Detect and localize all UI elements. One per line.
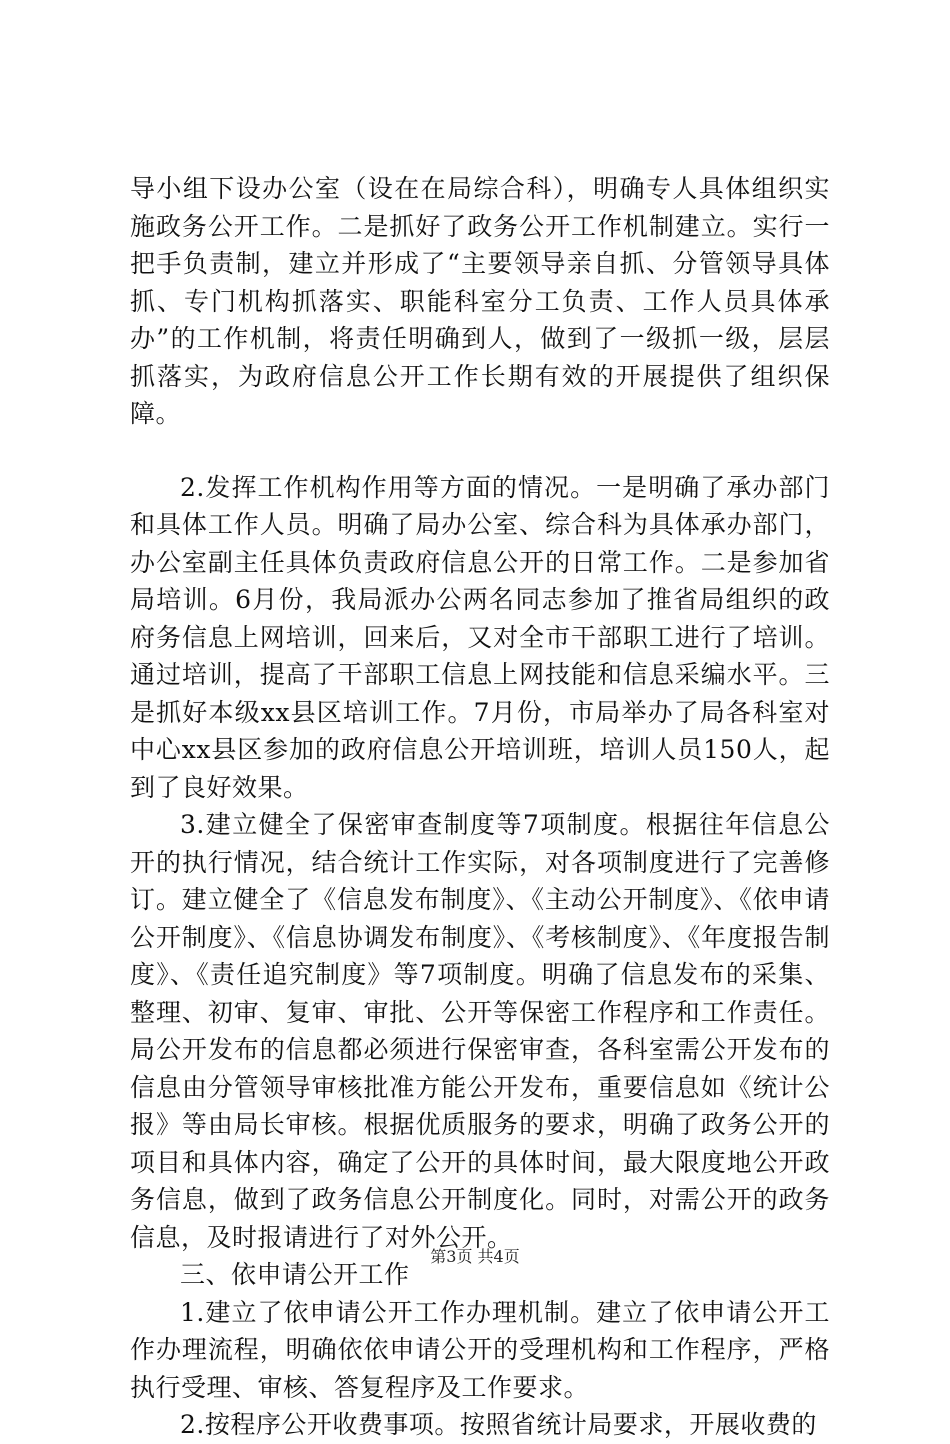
paragraph-item-3: 3.建立健全了保密审查制度等7项制度。根据往年信息公开的执行情况，结合统计工作实际，对各项制度进行了完善修订。建立健全了《信息发布制度》、《主动公开制度》、《依申请公开制度》、《信息协调发布制度》、《考核制度》、《年度报告制度》、《责任追究制度》等7项制度。明确了信息发布的采集、整理、初审、复审、审批、公开等保密工作程序和工作责任。局公开发布的信息都必须进行保密审查，各科室需公开发布的信息由分管领导审核批准方能公开发布，重要信息如《统计公报》等由局长审核。根据优质服务的要求，明确了政务公开的项目和具体内容，确定了公开的具体时间，最大限度地公开政务信息，做到了政务信息公开制度化。同时，对需公开的政务信息，及时报请进行了对外公开。	[130, 810, 830, 1252]
paragraph-item-2-fee: 2.按程序公开收费事项。按照省统计局要求，开展收费的	[180, 1410, 817, 1439]
paragraph-continuation: 导小组下设办公室（设在在局综合科），明确专人具体组织实施政务公开工作。二是抓好了政务公开工作机制建立。实行一把手负责制，建立并形成了“主要领导亲自抓、分管领导具体抓、专门机构抓落实、职能科室分工负责、工作人员具体承办”的工作机制，将责任明确到人，做到了一级抓一级，层层抓落实，为政府信息公开工作长期有效的开展提供了组织保障。	[130, 174, 830, 428]
paragraph-item-1: 1.建立了依申请公开工作办理机制。建立了依申请公开工作办理流程，明确依依申请公开的受理机构和工作程序，严格执行受理、审核、答复程序及工作要求。	[130, 1297, 830, 1402]
section-heading: 三、依申请公开工作	[180, 1260, 410, 1289]
paragraph-item-2: 2.发挥工作机构作用等方面的情况。一是明确了承办部门和具体工作人员。明确了局办公室、综合科为具体承办部门，办公室副主任具体负责政府信息公开的日常工作。二是参加省局培训。6月份，我局派办公两名同志参加了推省局组织的政府务信息上网培训，回来后，又对全市干部职工进行了培训。通过培训，提高了干部职工信息上网技能和信息采编水平。三是抓好本级xx县区培训工作。7月份，市局举办了局各科室对中心xx县区参加的政府信息公开培训班，培训人员150人，起到了良好效果。	[130, 472, 830, 802]
page-number-footer: 第3页 共4页	[430, 1247, 520, 1266]
